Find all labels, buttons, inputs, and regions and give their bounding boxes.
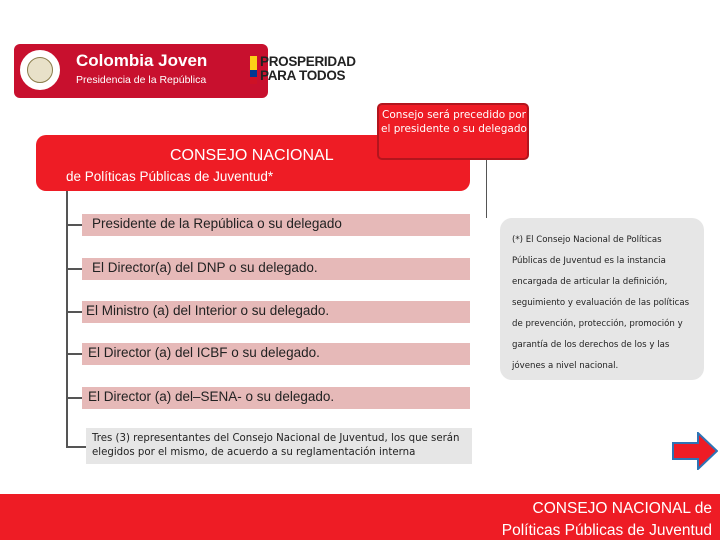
branch-2 (66, 268, 82, 270)
council-title: CONSEJO NACIONAL (170, 147, 334, 164)
council-subtitle: de Políticas Públicas de Juventud* (66, 169, 274, 184)
branch-6 (66, 446, 86, 448)
member-label-2: El Director(a) del DNP o su delegado. (92, 260, 318, 275)
note-connector (486, 160, 487, 218)
footer-title (502, 498, 712, 542)
tree-trunk (66, 191, 68, 447)
note-text: Consejo será precedido por el presidente o su delegado (381, 109, 527, 135)
brand-subtitle: Presidencia de la República (76, 74, 207, 86)
representatives-text: Tres (3) representantes del Consejo Nacional de Juventud, los que serán elegidos por el mismo, de acuerdo a su reglamentación interna (92, 433, 460, 458)
slogan-logo (260, 55, 356, 83)
footnote-text (512, 230, 698, 377)
footnote-line: Públicas de Juventud es la instancia (512, 256, 666, 266)
member-label-4: El Director (a) del ICBF o su delegado. (88, 345, 320, 360)
footer-line1: CONSEJO NACIONAL de (532, 500, 712, 517)
member-label-5: El Director (a) del–SENA- o su delegado. (88, 389, 335, 404)
colombia-flag-icon (250, 56, 257, 84)
footer-line2: Políticas Públicas de Juventud (501, 522, 712, 539)
seal-emblem (27, 57, 53, 83)
branch-3 (66, 311, 82, 313)
footnote-line: de prevención, protección, promoción y (512, 319, 683, 329)
member-label-3: El Ministro (a) del Interior o su delegado. (86, 303, 330, 318)
branch-5 (66, 397, 82, 399)
footnote-line: garantía de los derechos de los y las (512, 340, 670, 350)
footnote-line: encargada de articular la definición, (512, 277, 668, 287)
brand-title: Colombia Joven (76, 51, 208, 70)
footnote-line: jóvenes a nivel nacional. (512, 361, 619, 371)
branch-1 (66, 224, 82, 226)
colombia-seal-icon (18, 48, 62, 92)
next-arrow-icon[interactable] (672, 432, 718, 470)
footnote-line: seguimiento y evaluación de las políticas (512, 298, 690, 308)
footnote-line: (*) El Consejo Nacional de Políticas (512, 235, 662, 245)
slogan-line2: PARA TODOS (260, 68, 346, 83)
slogan-line1: PROSPERIDAD (260, 54, 356, 69)
member-label-1: Presidente de la República o su delegado (92, 216, 342, 231)
branch-4 (66, 353, 82, 355)
